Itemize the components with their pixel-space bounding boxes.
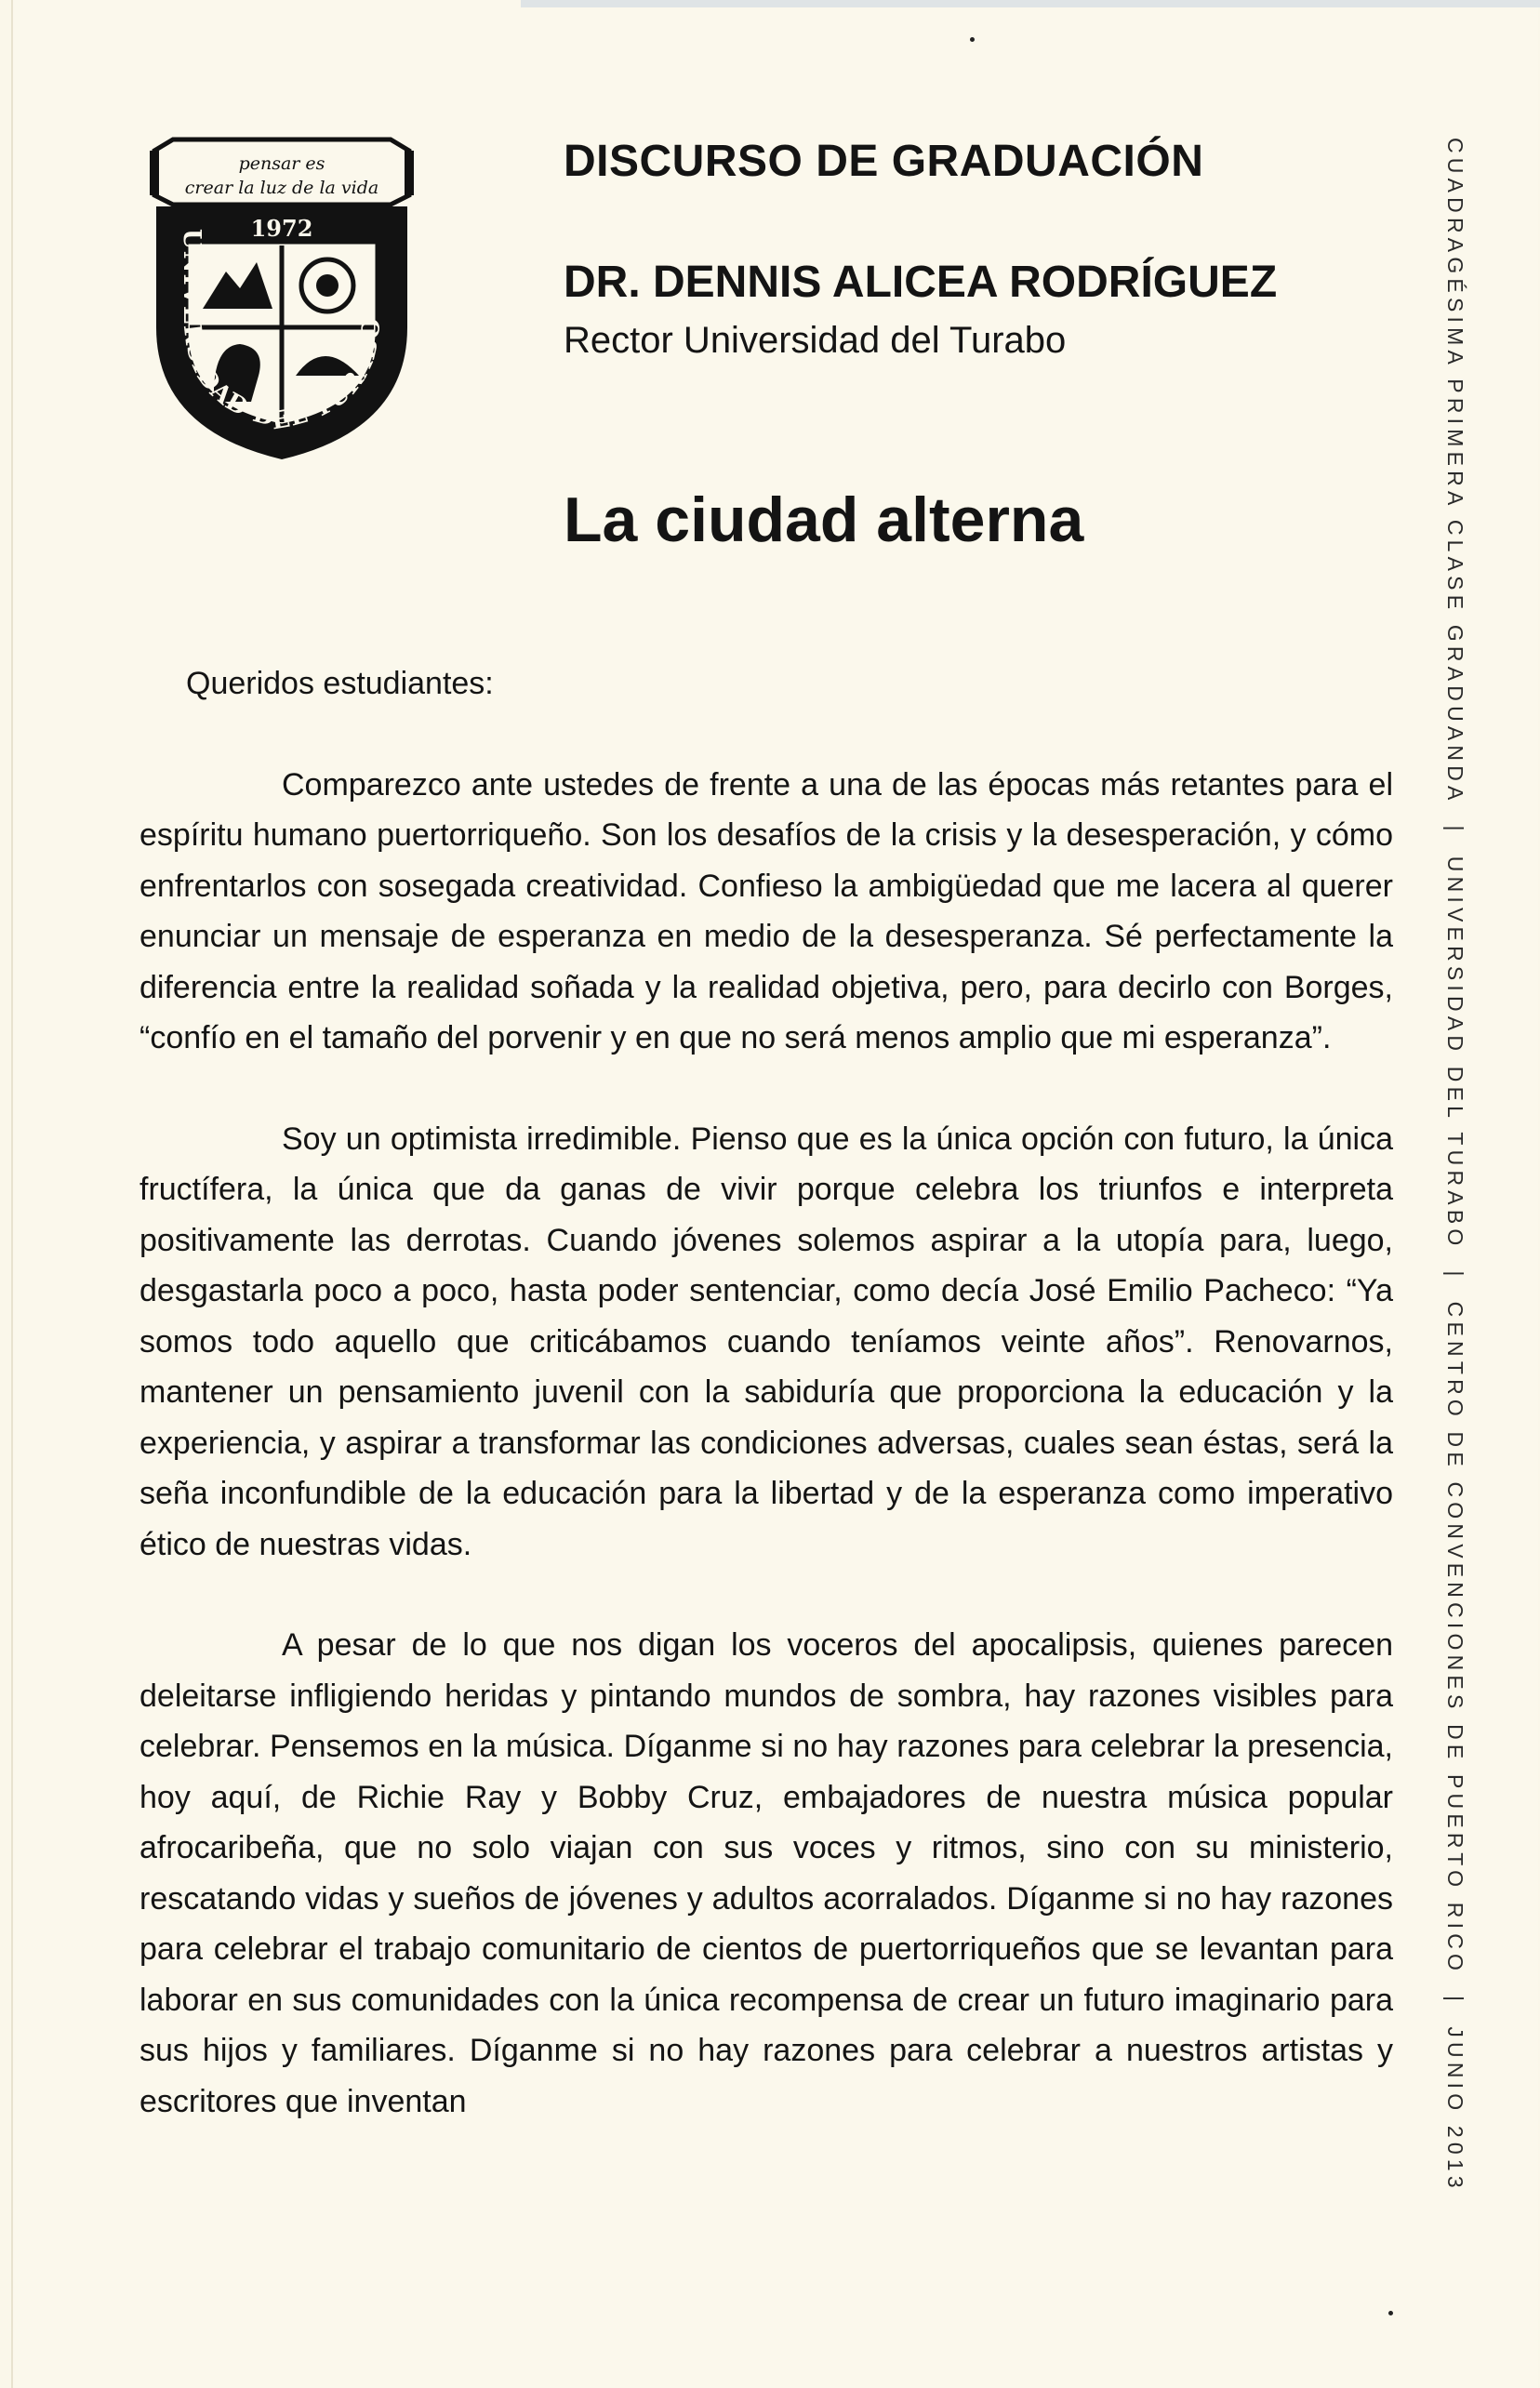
document-title: DISCURSO DE GRADUACIÓN <box>564 137 1204 186</box>
vertical-sidebar <box>1428 138 1484 2249</box>
speaker-role: Rector Universidad del Turabo <box>564 320 1067 361</box>
banner-motto-line2: crear la luz de la vida <box>184 178 379 198</box>
crest-svg <box>147 132 417 467</box>
paragraph-1: Comparezco ante ustedes de frente a una de las épocas más retantes para el espíritu humano puertorriqueño. Son los desafíos de la crisis y la desesperación, y cómo enfrentarlos con sosegada creatividad. Confieso la ambigüedad que me lacera al querer enunciar un mensaje de esperanza en medio de la desesperanza. Sé perfectamente la diferencia entre la realidad soñada y la realidad objetiva, pero, para decirlo con Borges, “confío en el tamaño del porvenir y en que no será menos amplio que mi esperanza”. <box>139 766 1393 1055</box>
sidebar-segment-class: CUADRAGÉSIMA PRIMERA CLASE GRADUANDA <box>1443 138 1467 805</box>
sidebar-segment-university: UNIVERSIDAD DEL TURABO <box>1443 856 1467 1251</box>
sidebar-separator: | <box>1443 825 1467 836</box>
sidebar-text <box>1442 138 1467 2193</box>
salutation: Queridos estudiantes: <box>186 666 494 701</box>
sun-emblem-core <box>316 274 339 297</box>
top-edge-band <box>521 0 1540 7</box>
speaker-name: DR. DENNIS ALICEA RODRÍGUEZ <box>564 258 1278 307</box>
speech-body <box>139 658 1393 2127</box>
sidebar-segment-venue: CENTRO DE CONVENCIONES DE PUERTO RICO <box>1443 1301 1467 1976</box>
paragraph-3: A pesar de lo que nos digan los voceros del apocalipsis, quienes parecen deleitarse infligiendo heridas y pintando mundos de sombra, hay razones visibles para celebrar. Pensemos en la música. Díganme si no hay razones para celebrar la presencia, hoy aquí, de Richie Ray y Bobby Cruz, embajadores de nuestra música popular afrocaribeña, que no solo viajan con sus voces y ritmos, sino con su ministerio, rescatando vidas y sueños de jóvenes y adultos acorralados. Díganme si no hay razones para celebrar el trabajo comunitario de cientos de puertorriqueños que se levantan para laborar en sus comunidades con la única recompensa de crear un futuro imaginario para sus hijos y familiares. Díganme si no hay razones para celebrar a nuestros artistas y escritores que inventan <box>139 1627 1393 2119</box>
speech-title: La ciudad alterna <box>564 484 1084 555</box>
paper-speck <box>970 37 975 42</box>
crest-ring-text: UNIVERSIDAD DEL TURABO <box>177 229 387 436</box>
crest-year: 1972 <box>250 215 313 242</box>
paragraph-2: Soy un optimista irredimible. Pienso que es la única opción con futuro, la única fructífera, la única que da ganas de vivir porque celebra los triunfos e interpreta positivamente las derrotas. Cuando jóvenes solemos aspirar a la utopía para, luego, desgastarla poco a poco, hasta poder sentenciar, como decía José Emilio Pacheco: “Ya somos todo aquello que criticábamos cuando teníamos veinte años”. Renovarnos, mantener un pensamiento juvenil con la sabiduría que proporciona la educación y la experiencia, y aspirar a transformar las condiciones adversas, cuales sean éstas, será la seña inconfundible de la educación para la libertad y de la esperanza como imperativo ético de nuestras vidas. <box>139 1121 1393 1562</box>
paper-speck <box>1388 2311 1393 2315</box>
banner-motto-line1: pensar es <box>238 153 325 174</box>
university-crest-logo <box>147 132 417 467</box>
sidebar-segment-date: JUNIO 2013 <box>1443 2026 1467 2193</box>
sidebar-separator: | <box>1443 1996 1467 2007</box>
sidebar-separator: | <box>1443 1270 1467 1281</box>
